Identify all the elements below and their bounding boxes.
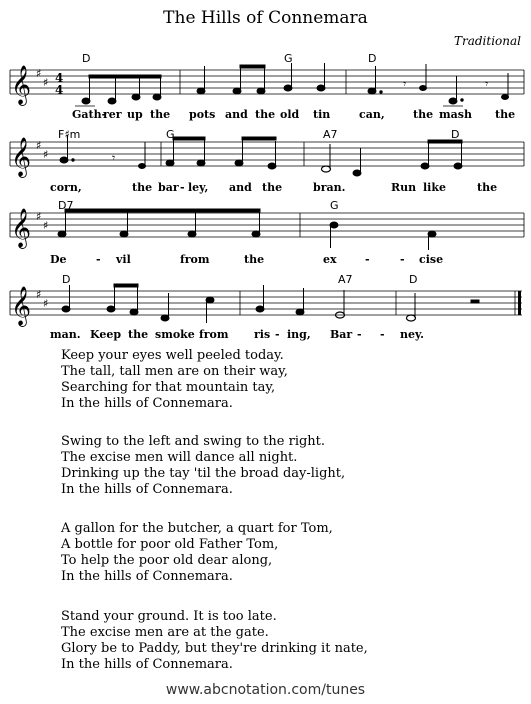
lyric-syllable: pots — [189, 108, 216, 121]
key-sharp: ♯ — [43, 297, 49, 310]
verse-line: To help the poor old dear along, — [61, 553, 273, 568]
lyric-syllable: rer — [103, 108, 122, 121]
verse-line: The excise men are at the gate. — [61, 625, 269, 640]
verse-line: In the hills of Connemara. — [61, 482, 233, 497]
treble-clef: 𝄞 — [11, 137, 32, 177]
lyric-syllable: the — [495, 108, 516, 121]
lyric-syllable: Keep — [90, 328, 122, 341]
chord-label: G — [284, 52, 293, 65]
verse-line: A bottle for poor old Father Tom, — [61, 537, 279, 552]
lyric-syllable: the — [150, 108, 171, 121]
chord-label: F♯m — [58, 128, 81, 141]
lyric-syllable: ney. — [400, 328, 424, 341]
lyric-syllable: can, — [359, 108, 385, 121]
lyric-syllable: up — [127, 108, 143, 121]
verse-line: Stand your ground. It is too late. — [61, 609, 277, 624]
chord-label: A7 — [323, 128, 338, 141]
chord-label: D — [451, 128, 460, 141]
lyric-syllable: bran. — [313, 181, 346, 194]
chord-label: D7 — [58, 199, 74, 212]
lyric-syllable: smoke — [155, 328, 195, 341]
verse-line: Glory be to Paddy, but they're drinking it nate, — [61, 641, 368, 656]
lyric-syllable: the — [262, 181, 283, 194]
lyric-syllable: - — [180, 181, 185, 194]
lyric-syllable: Bar — [330, 328, 353, 341]
verse-line: The excise men will dance all night. — [61, 450, 298, 465]
chord-label: D — [409, 273, 418, 286]
lyric-syllable: from — [180, 253, 210, 266]
lyric-syllable: - — [365, 253, 370, 266]
lyric-syllable: Gath- — [72, 108, 107, 121]
chord-label: D — [368, 52, 377, 65]
key-sharp: ♯ — [36, 210, 42, 223]
lyric-syllable: vil — [116, 253, 131, 266]
staff-system-3 — [0, 198, 531, 250]
verse-line: A gallon for the butcher, a quart for Tom, — [61, 521, 333, 536]
lyric-syllable: man. — [50, 328, 81, 341]
footer-url[interactable]: www.abcnotation.com/tunes — [165, 682, 366, 698]
treble-clef: 𝄞 — [11, 286, 32, 326]
chord-label: A7 — [338, 273, 353, 286]
lyric-syllable: and — [229, 181, 252, 194]
time-sig-bottom: 4 — [55, 83, 64, 97]
lyric-syllable: - — [275, 328, 280, 341]
lyric-syllable: cise — [419, 253, 444, 266]
lyric-syllable: corn, — [50, 181, 82, 194]
staff-system-4 — [0, 278, 531, 330]
chord-label: D — [82, 52, 91, 65]
lyric-syllable: the — [244, 253, 265, 266]
lyric-syllable: the — [477, 181, 498, 194]
verse-line: In the hills of Connemara. — [61, 569, 233, 584]
lyric-syllable: ex — [323, 253, 337, 266]
lyric-syllable: - — [357, 328, 362, 341]
key-sharp: ♯ — [36, 288, 42, 301]
lyric-syllable: like — [423, 181, 446, 194]
lyric-syllable: tin — [313, 108, 331, 121]
lyric-syllable: ley, — [188, 181, 209, 194]
verse-line: Keep your eyes well peeled today. — [61, 348, 284, 363]
lyric-syllable: - — [96, 253, 101, 266]
time-sig-top: 4 — [55, 71, 64, 85]
lyric-syllable: ing, — [287, 328, 311, 341]
lyric-syllable: from — [199, 328, 229, 341]
verse-line: Searching for that mountain tay, — [61, 380, 276, 395]
key-sharp: ♯ — [36, 67, 42, 80]
lyric-syllable: mash — [439, 108, 472, 121]
key-sharp: ♯ — [36, 139, 42, 152]
lyric-syllable: the — [132, 181, 153, 194]
key-sharp: ♯ — [43, 76, 49, 89]
svg-text:𝄾: 𝄾 — [112, 151, 116, 165]
chord-label: D — [62, 273, 71, 286]
lyric-syllable: Run — [391, 181, 417, 194]
verse-line: In the hills of Connemara. — [61, 657, 233, 672]
lyric-syllable: - — [380, 328, 385, 341]
chord-label: G — [330, 199, 339, 212]
lyric-syllable: the — [413, 108, 434, 121]
composer: Traditional — [453, 34, 521, 48]
lyric-syllable: and — [225, 108, 248, 121]
verse-line: The tall, tall men are on their way, — [61, 364, 288, 379]
lyric-syllable: the — [255, 108, 276, 121]
key-sharp: ♯ — [43, 148, 49, 161]
final-barline — [518, 291, 521, 315]
verse-line: Drinking up the tay 'til the broad day-light, — [61, 466, 346, 481]
key-sharp: ♯ — [43, 219, 49, 232]
verse-line: Swing to the left and swing to the right. — [61, 434, 326, 449]
verse-line: In the hills of Connemara. — [61, 396, 233, 411]
treble-clef: 𝄞 — [11, 208, 32, 248]
lyric-syllable: the — [128, 328, 149, 341]
lyric-syllable: bar — [158, 181, 179, 194]
page-title: The Hills of Connemara — [163, 8, 368, 28]
lyric-syllable: old — [280, 108, 300, 121]
chord-label: G — [166, 128, 175, 141]
lyric-syllable: - — [400, 253, 405, 266]
svg-text:𝄾: 𝄾 — [403, 77, 407, 91]
svg-text:𝄾: 𝄾 — [485, 77, 489, 91]
treble-clef: 𝄞 — [11, 65, 32, 105]
lyric-syllable: ris — [254, 328, 271, 341]
lyric-syllable: De — [50, 253, 67, 266]
